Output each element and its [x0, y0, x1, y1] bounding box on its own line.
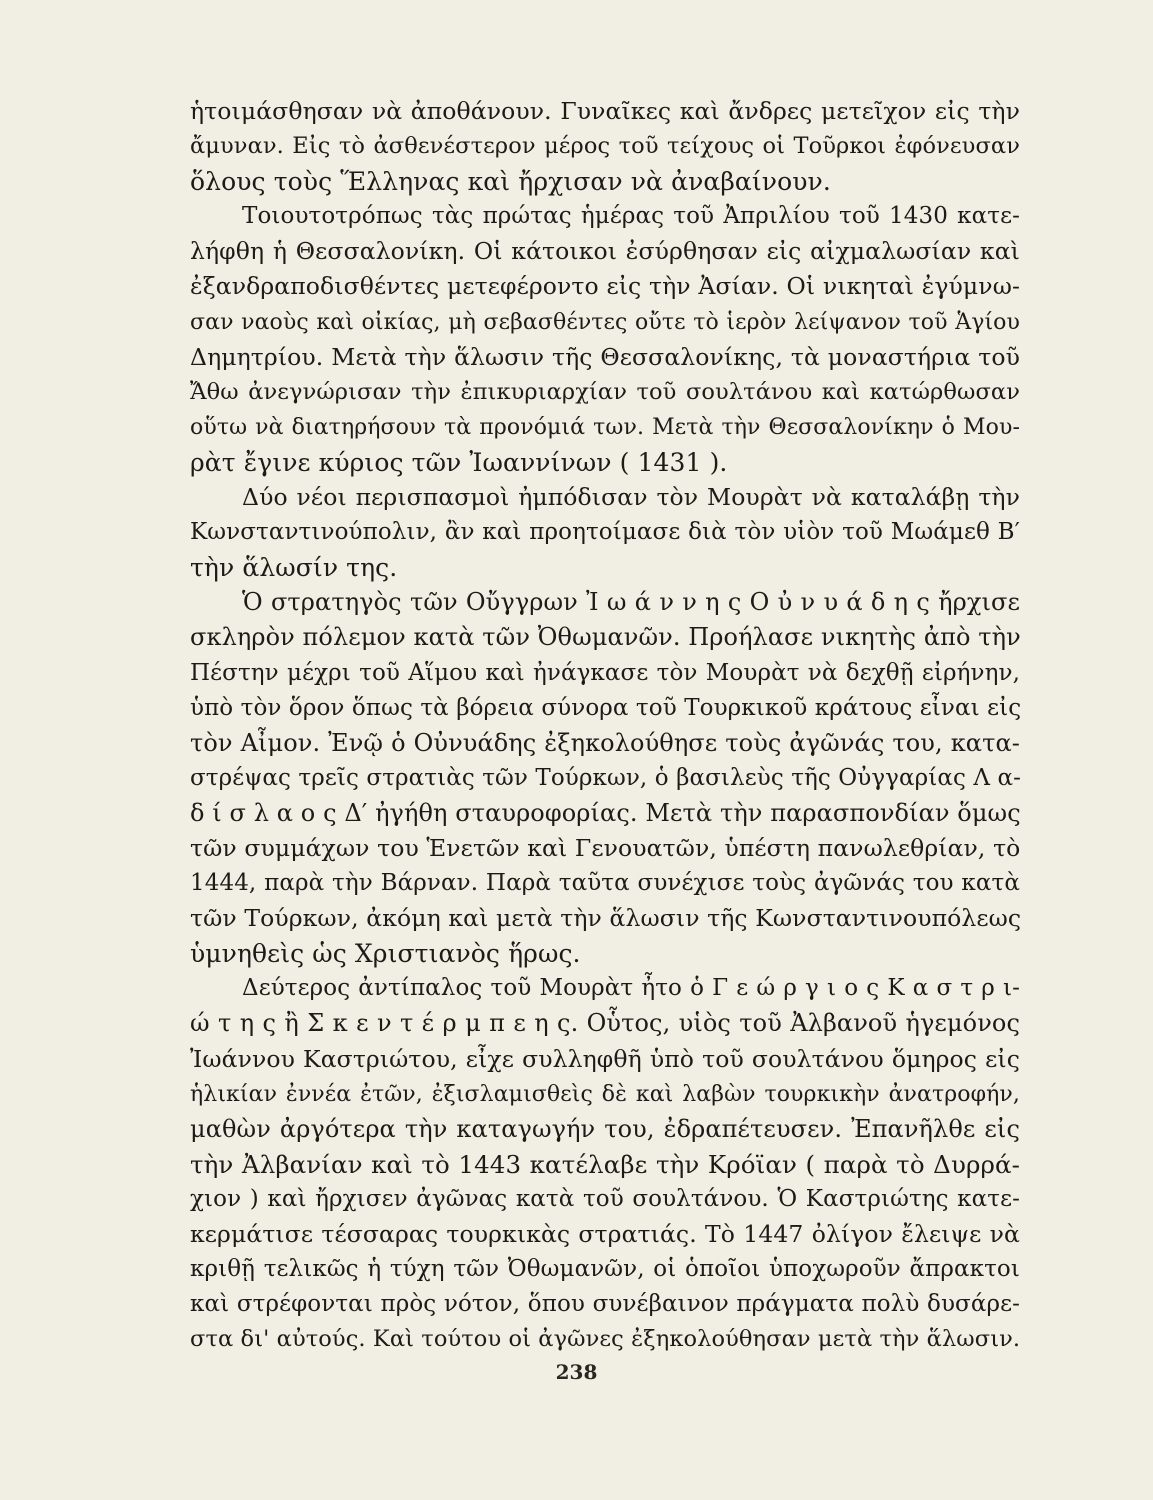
text-line: Πέστην μέχρι τοῦ Αἵμου καὶ ἠνάγκασε τὸν Μουρὰτ νὰ δεχθῇ εἰρήνην,	[190, 659, 1020, 686]
text-line: Δεύτερος ἀντίπαλος τοῦ Μουρὰτ ἦτο ὁ Γ ε ώ ρ γ ι ο ς Κ α σ τ ρ ι-	[242, 975, 1020, 1002]
text-line: Ὁ στρατηγὸς τῶν Οὔγγρων Ἰ ω ά ν ν η ς Ο ὐ ν υ ά δ η ς ἤρχισε	[242, 588, 1020, 617]
text-line: ἄμυναν. Εἰς τὸ ἀσθενέστερον μέρος τοῦ τείχους οἱ Τοῦρκοι ἐφόνευσαν	[190, 133, 1020, 160]
text-line: Δύο νέοι περισπασμοὶ ἠμπόδισαν τὸν Μουρὰτ νὰ καταλάβῃ τὴν	[242, 483, 1020, 512]
text-line: μαθὼν ἀργότερα τὴν καταγωγήν του, ἐδραπέτευσεν. Ἐπανῆλθε εἰς	[190, 1114, 1020, 1143]
text-line: χιον ) καὶ ἤρχισεν ἀγῶνας κατὰ τοῦ σουλτάνου. Ὁ Καστριώτης κατε-	[190, 1185, 1020, 1212]
text-line: τῶν Τούρκων, ἀκόμη καὶ μετὰ τὴν ἅλωσιν τῆς Κωνσταντινουπόλεως	[190, 904, 1022, 933]
text-line: ἡτοιμάσθησαν νὰ ἀποθάνουν. Γυναῖκες καὶ ἄνδρες μετεῖχον εἰς τὴν	[190, 97, 1020, 125]
text-line: Ἄθω ἀνεγνώρισαν τὴν ἐπικυριαρχίαν τοῦ σουλτάνου καὶ κατώρθωσαν	[190, 378, 1020, 405]
body-text	[190, 94, 1020, 1357]
page-number: 238	[555, 1360, 598, 1384]
text-line: κριθῇ τελικῶς ἡ τύχη τῶν Ὀθωμανῶν, οἱ ὁποῖοι ὑποχωροῦν ἄπρακτοι	[190, 1256, 1020, 1283]
text-line: στρέψας τρεῖς στρατιὰς τῶν Τούρκων, ὁ βασιλεὺς τῆς Οὐγγαρίας Λ α-	[190, 764, 1022, 791]
text-line: 1444, παρὰ τὴν Βάρναν. Παρὰ ταῦτα συνέχισε τοὺς ἀγῶνάς του κατὰ	[190, 870, 1020, 897]
text-line: τῶν συμμάχων του Ἑνετῶν καὶ Γενουατῶν, ὑπέστη πανωλεθρίαν, τὸ	[190, 833, 1021, 862]
text-line: Ἰωάννου Καστριώτου, εἶχε συλληφθῆ ὑπὸ τοῦ σουλτάνου ὅμηρος εἰς	[190, 1044, 1020, 1073]
text-line: στα δι' αὐτούς. Καὶ τούτου οἱ ἀγῶνες ἐξηκολούθησαν μετὰ τὴν ἅλωσιν.	[190, 1326, 1021, 1353]
text-line: σαν ναοὺς καὶ οἰκίας, μὴ σεβασθέντες οὔτε τὸ ἱερὸν λείψανον τοῦ Ἁγίου	[190, 309, 1020, 335]
text-line: σκληρὸν πόλεμον κατὰ τῶν Ὀθωμανῶν. Προήλασε νικητὴς ἀπὸ τὴν	[190, 623, 1021, 652]
text-line: τὴν ἅλωσίν της.	[190, 553, 398, 583]
text-line: κερμάτισε τέσσαρας τουρκικὰς στρατιάς. Τὸ 1447 ὀλίγον ἔλειψε νὰ	[190, 1220, 1020, 1248]
text-line: ρὰτ ἔγινε κύριος τῶν Ἰωαννίνων ( 1431 ).	[190, 447, 728, 477]
text-line: τὸν Αἶμον. Ἐνῷ ὁ Οὐνυάδης ἐξηκολούθησε τοὺς ἀγῶνάς του, κατα-	[190, 728, 1020, 757]
text-line: ὅλους τοὺς Ἕλληνας καὶ ἤρχισαν νὰ ἀναβαίνουν.	[190, 167, 831, 197]
text-line: ἐξανδραποδισθέντες μετεφέροντο εἰς τὴν Ἀσίαν. Οἱ νικηταὶ ἐγύμνω-	[190, 272, 1020, 301]
text-line: Δημητρίου. Μετὰ τὴν ἅλωσιν τῆς Θεσσαλονίκης, τὰ μοναστήρια τοῦ	[190, 342, 1020, 371]
text-line: τὴν Ἀλβανίαν καὶ τὸ 1443 κατέλαβε τὴν Κρόϊαν ( παρὰ τὸ Δυρρά-	[190, 1149, 1020, 1179]
text-line: ἡλικίαν ἐννέα ἐτῶν, ἐξισλαμισθεὶς δὲ καὶ λαβὼν τουρκικὴν ἀνατροφήν,	[190, 1081, 1020, 1107]
text-line: οὕτω νὰ διατηρήσουν τὰ προνόμιά των. Μετὰ τὴν Θεσσαλονίκην ὁ Μου-	[190, 414, 1020, 440]
text-line: ώ τ η ς ἢ Σ κ ε ν τ έ ρ μ π ε η ς. Οὗτος, υἱὸς τοῦ Ἀλβανοῦ ἡγεμόνος	[190, 1009, 1020, 1038]
text-line: Τοιουτοτρόπως τὰς πρώτας ἡμέρας τοῦ Ἀπριλίου τοῦ 1430 κατε-	[242, 203, 1020, 230]
text-line: Κωνσταντινούπολιν, ἂν καὶ προητοίμασε διὰ τὸν υἱὸν τοῦ Μωάμεθ Β′	[190, 519, 1020, 546]
text-line: λήφθη ἡ Θεσσαλονίκη. Οἱ κάτοικοι ἐσύρθησαν εἰς αἰχμαλωσίαν καὶ	[190, 237, 1020, 266]
text-line: ὑμνηθεὶς ὡς Χριστιανὸς ἥρως.	[190, 939, 581, 969]
text-line: ὑπὸ τὸν ὅρον ὅπως τὰ βόρεια σύνορα τοῦ Τουρκικοῦ κράτους εἶναι εἰς	[190, 694, 1022, 721]
text-line: δ ί σ λ α ο ς Δ′ ἠγήθη σταυροφορίας. Μετὰ τὴν παρασπονδίαν ὅμως	[190, 798, 1021, 827]
text-line: καὶ στρέφονται πρὸς νότον, ὅπου συνέβαινον πράγματα πολὺ δυσάρε-	[190, 1291, 1020, 1318]
